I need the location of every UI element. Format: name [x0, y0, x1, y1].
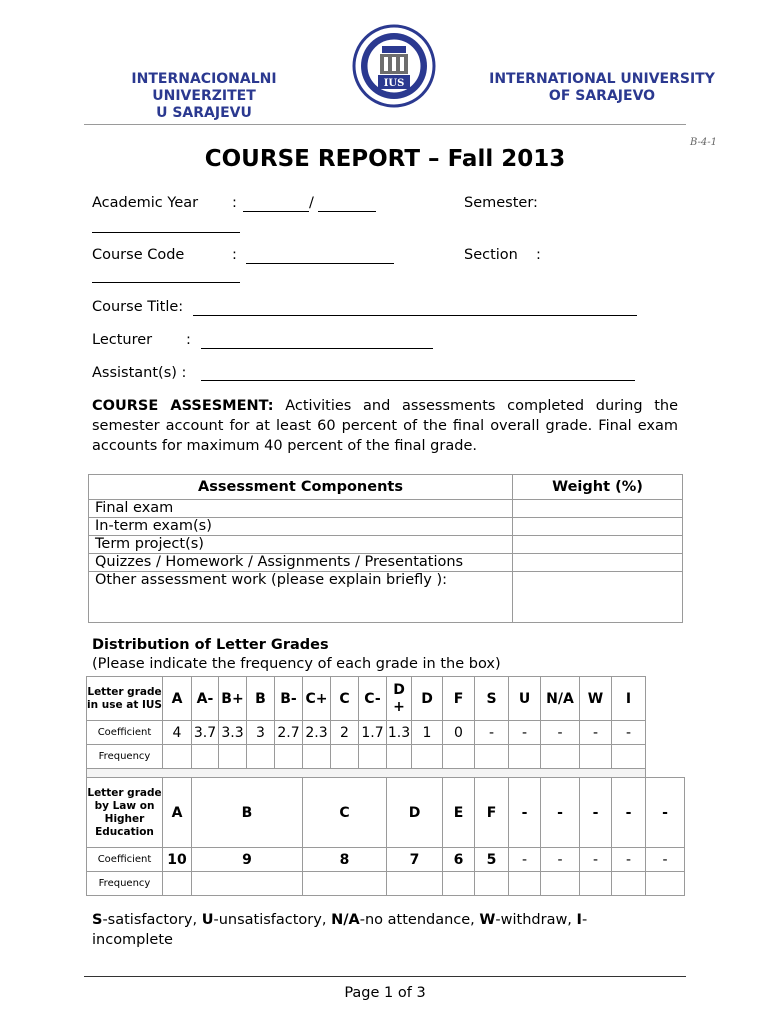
coefficient-cell: -: [475, 721, 509, 745]
legend-i-text: -incomplete: [92, 912, 588, 948]
grade-cell: D: [412, 677, 443, 721]
coefficient-cell: -: [580, 721, 612, 745]
university-name-english-line1: INTERNATIONAL UNIVERSITY: [489, 71, 715, 87]
lecturer-field[interactable]: [201, 348, 433, 349]
law-coefficient-cell: 6: [443, 848, 475, 872]
grade-cell: B-: [275, 677, 303, 721]
page-number: Page 1 of 3: [344, 985, 426, 1001]
university-logo: [352, 16, 436, 120]
grade-cell: C: [331, 677, 359, 721]
letter-grades-table: [86, 676, 685, 896]
law-grade-cell: -: [580, 778, 612, 848]
coefficient-cell: 0: [443, 721, 475, 745]
grade-cell: B: [247, 677, 275, 721]
coefficient-cell: 1: [412, 721, 443, 745]
assistant-label: Assistant(s) :: [92, 365, 187, 381]
distribution-subtitle: (Please indicate the frequency of each grade in the box): [92, 656, 501, 672]
component-other: Other assessment work (please explain briefly ):: [89, 572, 513, 623]
table-row: [89, 536, 683, 554]
component-term-projects: Term project(s): [89, 536, 513, 554]
table-row: [89, 572, 683, 623]
section-label: Section: [464, 247, 518, 263]
course-assessment-body: Activities and assessments completed during the semester account for at least 60 percent of the final overall grade. Final exam accounts for maximum 40 percent of the final grade.: [92, 398, 678, 454]
course-code-label: Course Code: [92, 247, 185, 263]
university-name-bosnian-line1: INTERNACIONALNI UNIVERZITET: [131, 71, 277, 104]
legend-w: W: [479, 912, 496, 928]
grade-cell: I: [612, 677, 646, 721]
law-coefficient-cell: 7: [387, 848, 443, 872]
legend-i: I: [576, 912, 582, 928]
ius-grades-label: Letter grade in use at IUS: [87, 677, 163, 721]
law-frequency-input-extra[interactable]: [509, 872, 541, 896]
law-coefficient-cell: -: [646, 848, 685, 872]
ius-frequency-row: [87, 745, 685, 769]
law-coefficient-cell: 8: [303, 848, 387, 872]
weight-interm-exams[interactable]: [513, 518, 683, 536]
distribution-title: Distribution of Letter Grades: [92, 637, 329, 653]
law-coefficient-cell: -: [580, 848, 612, 872]
coefficient-cell: -: [509, 721, 541, 745]
legend-u-text: -unsatisfactory,: [213, 912, 332, 928]
law-frequency-input-extra[interactable]: [541, 872, 580, 896]
law-grade-cell: F: [475, 778, 509, 848]
law-grade-cell: C: [303, 778, 387, 848]
law-coefficient-cell: 5: [475, 848, 509, 872]
lecturer-colon: :: [186, 332, 191, 348]
legend-s: S: [92, 912, 103, 928]
frequency-input-d[interactable]: [412, 745, 443, 769]
frequency-input-c-plus[interactable]: [303, 745, 331, 769]
grade-cell: D +: [387, 677, 412, 721]
frequency-input-w[interactable]: [580, 745, 612, 769]
law-grade-cell: -: [612, 778, 646, 848]
logo-text: IUS: [383, 78, 405, 89]
law-coefficient-cell: -: [509, 848, 541, 872]
table-row: [89, 500, 683, 518]
law-frequency-input-a[interactable]: [163, 872, 192, 896]
grade-cell: C-: [359, 677, 387, 721]
grade-cell: N/A: [541, 677, 580, 721]
weight-quizzes[interactable]: [513, 554, 683, 572]
ius-grades-row: [87, 677, 685, 721]
grade-cell: W: [580, 677, 612, 721]
law-grade-cell: D: [387, 778, 443, 848]
law-frequency-input-c[interactable]: [303, 872, 387, 896]
table-row: [89, 554, 683, 572]
academic-year-label: Academic Year: [92, 195, 199, 211]
law-coefficient-cell: 9: [192, 848, 303, 872]
lecturer-label: Lecturer: [92, 332, 153, 348]
grade-cell: U: [509, 677, 541, 721]
frequency-input-u[interactable]: [509, 745, 541, 769]
law-grade-cell: -: [646, 778, 685, 848]
coefficient-cell: 1.3: [387, 721, 412, 745]
coefficient-cell: 2: [331, 721, 359, 745]
law-grade-cell: B: [192, 778, 303, 848]
coefficient-cell: 1.7: [359, 721, 387, 745]
grade-legend: [92, 910, 652, 950]
ius-coefficient-row: [87, 721, 685, 745]
frequency-input-f[interactable]: [443, 745, 475, 769]
coefficient-cell: 2.7: [275, 721, 303, 745]
assessment-table-header: [89, 475, 683, 500]
grade-cell: A: [163, 677, 192, 721]
table-separator-row: [87, 769, 685, 778]
frequency-input-s[interactable]: [475, 745, 509, 769]
frequency-input-b-minus[interactable]: [275, 745, 303, 769]
grade-cell: S: [475, 677, 509, 721]
frequency-input-d-plus[interactable]: [387, 745, 412, 769]
grade-cell: C+: [303, 677, 331, 721]
page-title: COURSE REPORT – Fall 2013: [204, 146, 566, 172]
weight-final-exam[interactable]: [513, 500, 683, 518]
frequency-input-na[interactable]: [541, 745, 580, 769]
assessment-table: [88, 474, 683, 623]
academic-year-slash: /: [309, 195, 314, 211]
grade-cell: A-: [192, 677, 219, 721]
university-name-english-line2: OF SARAJEVO: [548, 88, 656, 104]
law-coefficient-row: [87, 848, 685, 872]
course-code-colon: :: [232, 247, 237, 263]
component-interm-exams: In-term exam(s): [89, 518, 513, 536]
weight-other[interactable]: [513, 572, 683, 623]
law-coefficient-label: Coefficient: [87, 848, 163, 872]
law-grades-label: Letter grade by Law on Higher Education: [87, 778, 163, 848]
semester-label: Semester:: [464, 195, 538, 211]
law-grades-row: [87, 778, 685, 848]
component-quizzes: Quizzes / Homework / Assignments / Presentations: [89, 554, 513, 572]
coefficient-label: Coefficient: [87, 721, 163, 745]
law-frequency-input-extra[interactable]: [580, 872, 612, 896]
component-final-exam: Final exam: [89, 500, 513, 518]
document-code: B-4-1: [690, 137, 718, 148]
assessment-components-header: Assessment Components: [89, 475, 513, 500]
frequency-label: Frequency: [87, 745, 163, 769]
coefficient-cell: -: [541, 721, 580, 745]
academic-year-colon: :: [232, 195, 237, 211]
course-title-field[interactable]: [193, 315, 637, 316]
semester-field[interactable]: [92, 232, 240, 233]
frequency-input-b-plus[interactable]: [219, 745, 247, 769]
grade-cell: B+: [219, 677, 247, 721]
frequency-input-a-minus[interactable]: [192, 745, 219, 769]
law-grade-cell: E: [443, 778, 475, 848]
academic-year-end-field[interactable]: [318, 211, 376, 212]
course-assessment-heading: COURSE ASSESMENT:: [92, 398, 274, 414]
frequency-input-c[interactable]: [331, 745, 359, 769]
footer-divider: [84, 976, 686, 977]
course-title-label: Course Title:: [92, 299, 184, 315]
section-colon: :: [536, 247, 541, 263]
law-frequency-input-e[interactable]: [443, 872, 475, 896]
law-grade-cell: -: [509, 778, 541, 848]
coefficient-cell: 3.3: [219, 721, 247, 745]
law-coefficient-cell: -: [612, 848, 646, 872]
academic-year-start-field[interactable]: [243, 211, 309, 212]
legend-na: N/A: [331, 912, 360, 928]
frequency-input-a[interactable]: [163, 745, 192, 769]
legend-u: U: [201, 912, 214, 928]
law-frequency-input-f[interactable]: [475, 872, 509, 896]
section-field[interactable]: [92, 282, 240, 283]
coefficient-cell: 3.7: [192, 721, 219, 745]
law-grade-cell: -: [541, 778, 580, 848]
legend-w-text: -withdraw,: [495, 912, 577, 928]
weight-term-projects[interactable]: [513, 536, 683, 554]
assistant-field[interactable]: [201, 380, 635, 381]
university-name-bosnian: [84, 71, 324, 122]
legend-na-text: -no attendance,: [359, 912, 480, 928]
frequency-input-i[interactable]: [612, 745, 646, 769]
law-coefficient-cell: -: [541, 848, 580, 872]
legend-s-text: -satisfactory,: [102, 912, 202, 928]
course-assessment-text: [92, 396, 678, 456]
law-frequency-input-extra[interactable]: [646, 872, 685, 896]
frequency-input-b[interactable]: [247, 745, 275, 769]
law-frequency-label: Frequency: [87, 872, 163, 896]
weight-header: Weight (%): [513, 475, 683, 500]
header-divider: [84, 124, 686, 125]
table-row: [89, 518, 683, 536]
law-grade-cell: A: [163, 778, 192, 848]
coefficient-cell: -: [612, 721, 646, 745]
coefficient-cell: 2.3: [303, 721, 331, 745]
frequency-input-c-minus[interactable]: [359, 745, 387, 769]
course-code-field[interactable]: [246, 263, 394, 264]
law-frequency-row: [87, 872, 685, 896]
university-name-english: [486, 71, 718, 105]
coefficient-cell: 3: [247, 721, 275, 745]
law-frequency-input-d[interactable]: [387, 872, 443, 896]
coefficient-cell: 4: [163, 721, 192, 745]
law-coefficient-cell: 10: [163, 848, 192, 872]
law-frequency-input-extra[interactable]: [612, 872, 646, 896]
grade-cell: F: [443, 677, 475, 721]
law-frequency-input-b[interactable]: [192, 872, 303, 896]
university-name-bosnian-line2: U SARAJEVU: [156, 105, 252, 121]
